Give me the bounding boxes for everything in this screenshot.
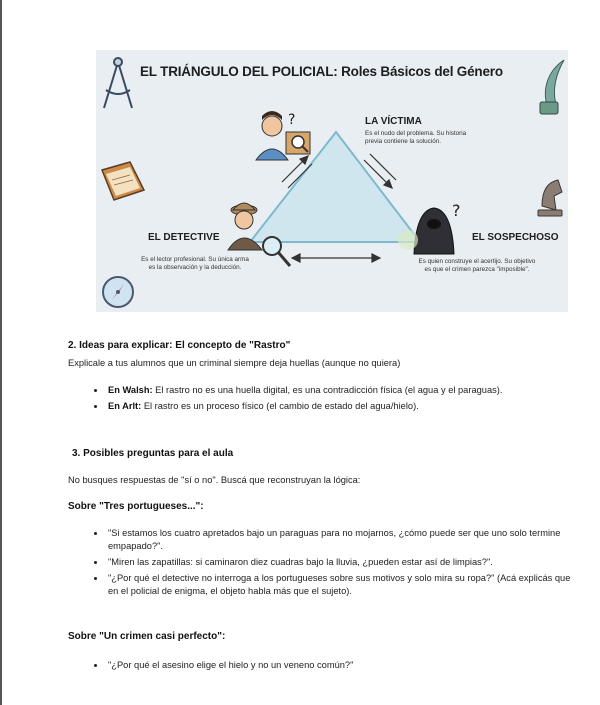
role-victim-name: LA VÍCTIMA xyxy=(365,116,422,127)
bullet-label: En Arlt: xyxy=(108,401,142,411)
list-item xyxy=(106,400,571,413)
magnifier-icon xyxy=(286,132,310,154)
bullet-text: El rastro es un proceso físico (el cambio de estado del agua/hielo). xyxy=(141,401,419,411)
question-mark-icon xyxy=(288,112,295,128)
section-3-intro: No busques respuestas de "sí o no". Buscá que reconstruyan la lógica: xyxy=(68,475,361,485)
question-list xyxy=(68,659,571,675)
list-item: • "¿Por qué el asesino elige el hielo y no un veneno común?" xyxy=(106,659,571,672)
compass-icon xyxy=(104,58,132,108)
book-icon xyxy=(102,162,144,200)
list-item: • "Si estamos los cuatro apretados bajo un paraguas para no mojarnos, ¿cómo puede ser que uno solo termine empapado?". xyxy=(106,527,571,553)
chess-knight-icon xyxy=(538,180,562,216)
list-item xyxy=(106,384,571,397)
group-title: Sobre "Un crimen casi perfecto": xyxy=(68,631,226,642)
question-list xyxy=(68,527,571,601)
list-item: • "Miren las zapatillas: si caminaron diez cuadras bajo la lluvia, ¿pueden estar así de limpias?". xyxy=(106,556,571,569)
quill-icon xyxy=(540,60,564,114)
role-detective-desc: Es el lector profesional. Su única arma es la observación y la deducción. xyxy=(141,256,249,271)
svg-text:?: ? xyxy=(452,201,461,220)
bullet-text: El rastro no es una huella digital, es una contradicción física (el agua y el paraguas). xyxy=(152,385,503,395)
section-2-bullet-list xyxy=(68,384,571,416)
svg-text:?: ? xyxy=(288,112,296,128)
section-2-heading: 2. Ideas para explicar: El concepto de "Rastro" xyxy=(68,340,291,351)
role-suspect-name: EL SOSPECHOSO xyxy=(472,232,559,243)
role-detective-name: EL DETECTIVE xyxy=(148,232,220,243)
bullet-label: En Walsh: xyxy=(108,385,153,395)
role-suspect-desc: Es quien construye el acertijo. Su objetivo es que el crimen parezca "imposible". xyxy=(418,258,536,273)
section-2-intro: Explicale a tus alumnos que un criminal siempre deja huellas (aunque no quiera) xyxy=(68,358,401,368)
infographic-figure xyxy=(96,50,568,312)
person-icon xyxy=(256,111,288,160)
list-item: • "¿Por qué el detective no interroga a los portugueses sobre sus motivos y solo mira su ropa?" (Acá explicás que en el policial de enigma, el objeto habla más que el sujeto). xyxy=(106,572,571,598)
role-victim-desc: Es el nudo del problema. Su historia previa contiene la solución. xyxy=(365,130,467,145)
page-edge xyxy=(0,0,2,705)
group-title: Sobre "Tres portugueses...": xyxy=(68,501,204,512)
section-3-heading: 3. Posibles preguntas para el aula xyxy=(72,448,234,459)
figure-title: EL TRIÁNGULO DEL POLICIAL: Roles Básicos del Género xyxy=(140,64,503,79)
round-compass-icon xyxy=(103,277,133,307)
